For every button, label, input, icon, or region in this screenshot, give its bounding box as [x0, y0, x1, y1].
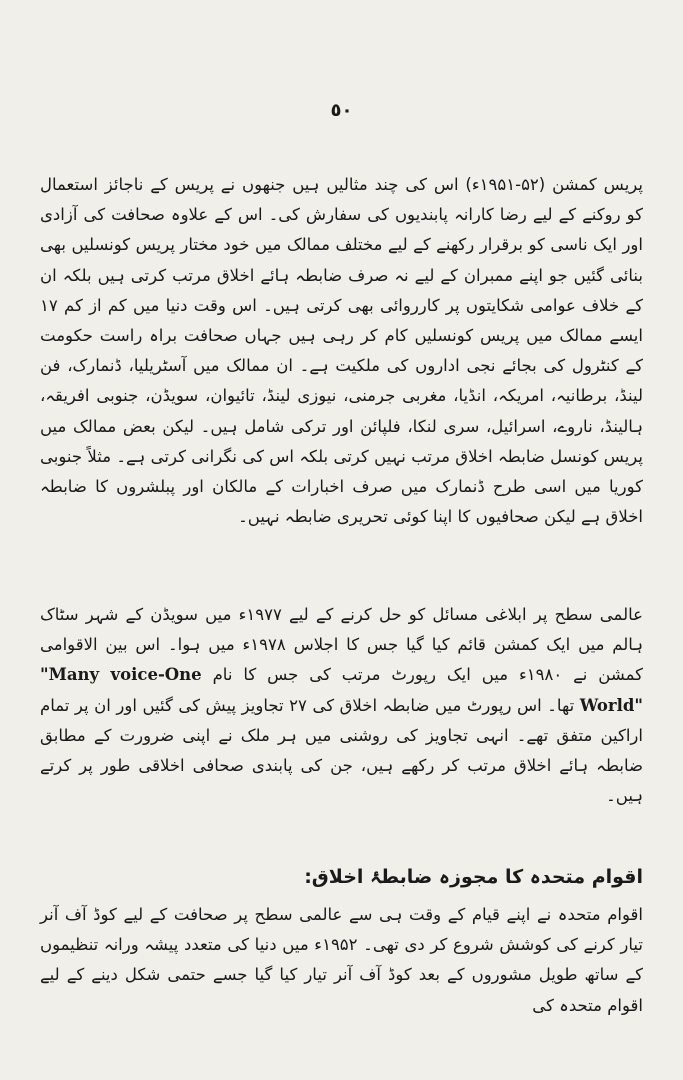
section-heading: اقوام متحدہ کا مجوزہ ضابطۂ اخلاق: [304, 866, 643, 888]
paragraph-press-councils: پریس کمشن (۵۲-۱۹۵۱ء) اس کی چند مثالیں ہیں جنھوں نے پریس کے ناجائز استعمال کو روکنے کے لیے رضا کارانہ پابندیوں کی سفارش کی۔ اس کے علاوہ صحافت کی آزادی اور ایک ناسی کو برقرار رکھنے کے لیے مختلف ممالک میں خود مختار پریس کونسلیں بھی بنائی گئیں جو اپنے ممبران کے لیے نہ صرف ضابطہ ہائے اخلاق مرتب کرتی ہیں بلکہ ان کے خلاف عوامی شکایتوں پر کارروائی بھی کرتی ہیں۔ اس وقت دنیا میں کم از کم ۱۷ ایسے ممالک میں پریس کونسلیں کام کر رہی ہیں جہاں صحافت براہ راست حکومت کے کنٹرول کی بجائے نجی اداروں کی ملکیت ہے۔ ان ممالک میں آسٹریلیا، ڈنمارک، فن لینڈ، برطانیہ، امریکہ، انڈیا، مغربی جرمنی، نیوزی لینڈ، تائیوان، سویڈن، جنوبی افریقہ، ہالینڈ، ناروے، اسرائیل، سری لنکا، فلپائن اور ترکی شامل ہیں۔ لیکن بعض ممالک میں پریس کونسل ضابطہ اخلاق مرتب نہیں کرتی بلکہ اس کی نگرانی کرتی ہے۔ مثلاً جنوبی کوریا میں اسی طرح ڈنمارک میں صرف اخبارات کے مالکان اور پبلشروں کا ضابطہ اخلاق ہے لیکن صحافیوں کا اپنا کوئی تحریری ضابطہ نہیں۔ [40, 175, 643, 527]
paragraph-text-before: عالمی سطح پر ابلاغی مسائل کو حل کرنے کے لیے ۱۹۷۷ء میں سویڈن کے شہر سٹاک ہالم میں ایک کمشن قائم کیا گیا جس کا اجلاس ۱۹۷۸ء میں ہوا۔ اس بین الاقوامی کمشن نے ۱۹۸۰ء میں ایک رپورٹ مرتب کی جس کا نام [40, 605, 643, 685]
report-title: "Many voice-One World" [40, 665, 644, 715]
paragraph-international-commission [40, 600, 643, 811]
paragraph-text-after: تھا۔ اس رپورٹ میں ضابطہ اخلاق کی ۲۷ تجاویز پیش کی گئیں اور ان پر تمام اراکین متفق تھے۔ انہی تجاویز کی روشنی میں ہر ملک نے اپنی ضرورت کے مطابق ضابطہ ہائے اخلاق مرتب کر رکھے ہیں، جن کی پابندی صحافی اخلاقی طور پر کرتے ہیں۔ [40, 695, 643, 806]
paragraph-un-code: اقوام متحدہ نے اپنے قیام کے وقت ہی سے عالمی سطح پر صحافت کے لیے کوڈ آف آنر تیار کرنے کی کوشش شروع کر دی تھی۔ ۱۹۵۲ء میں دنیا کی متعدد پیشہ ورانہ تنظیموں کے ساتھ طویل مشوروں کے بعد کوڈ آف آنر تیار کیا گیا جسے حتمی شکل دینے کے لیے اقوام متحدہ کی [40, 905, 643, 1015]
page-number: ٥٠ [330, 100, 353, 121]
